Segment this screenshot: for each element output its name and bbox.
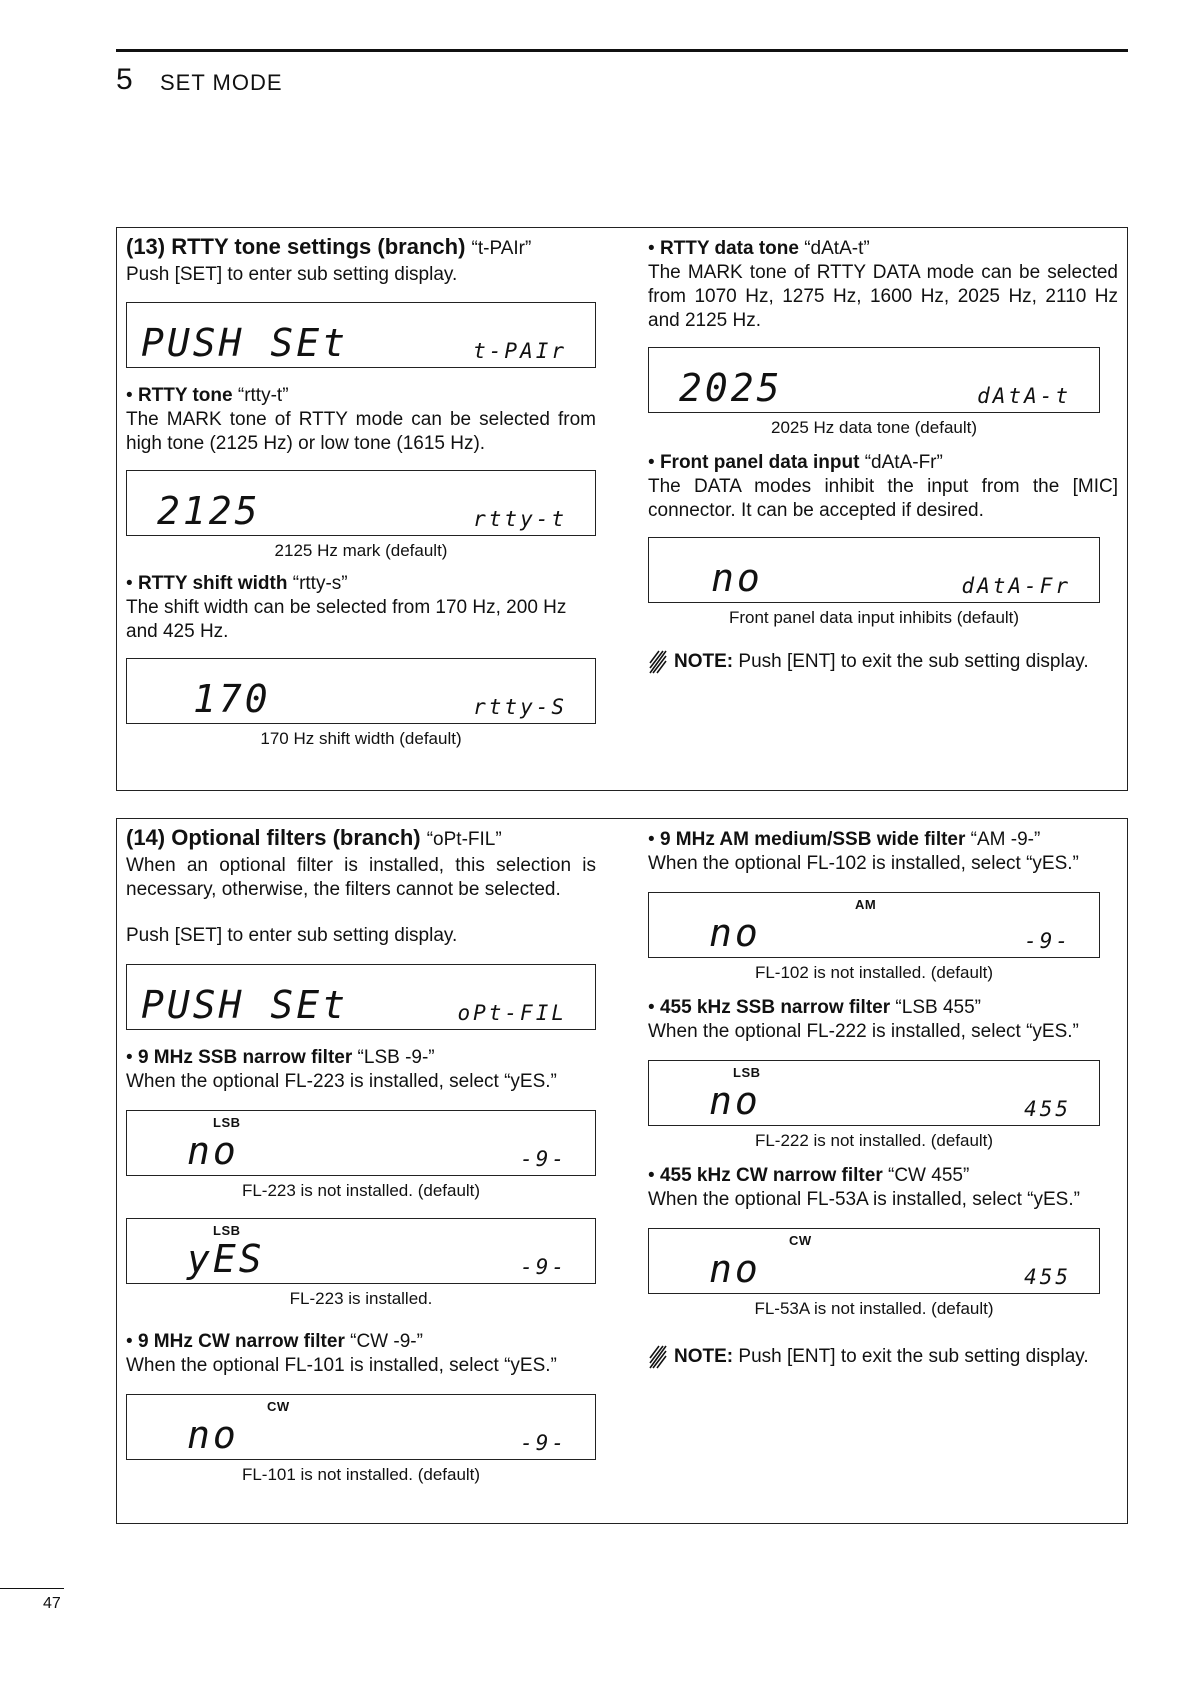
section14-intro: When an optional filter is installed, this selection is necessary, otherwise, the filters cannot be selected. bbox=[126, 855, 596, 900]
data-tone-caption: 2025 Hz data tone (default) bbox=[770, 418, 978, 437]
section13-right-column bbox=[648, 237, 1118, 675]
chapter-number: 5 bbox=[116, 63, 133, 96]
rtty-shift-text: The shift width can be selected from 170 Hz, 200 Hz and 425 Hz. bbox=[126, 597, 567, 642]
lcd-ssb-narrow-no bbox=[126, 1110, 596, 1176]
section13-intro: Push [SET] to enter sub setting display. bbox=[126, 264, 458, 285]
page-number-rule bbox=[0, 1588, 64, 1589]
cw-455-text: When the optional FL-53A is installed, select “yES.” bbox=[648, 1189, 1080, 1210]
lcd-sub-readout: dAtA-Fr bbox=[961, 574, 1071, 598]
ssb-narrow-text: When the optional FL-223 is installed, select “yES.” bbox=[126, 1071, 557, 1092]
ssb-narrow-caption1: FL-223 is not installed. (default) bbox=[241, 1181, 481, 1200]
ssb-narrow-caption2: FL-223 is installed. bbox=[289, 1289, 433, 1308]
section14-left-column bbox=[126, 824, 596, 1486]
lcd-ssb-455 bbox=[648, 1060, 1100, 1126]
cw-narrow-9-heading: • 9 MHz CW narrow filter “CW -9-” bbox=[126, 1331, 423, 1352]
lcd-cw-narrow-9 bbox=[126, 1394, 596, 1460]
lcd-main-readout: 170 bbox=[193, 677, 271, 721]
lcd-push-set-optfil bbox=[126, 964, 596, 1030]
lcd-main-readout: no bbox=[187, 1129, 239, 1173]
lcd-sub-readout: oPt-FIL bbox=[457, 1001, 567, 1025]
lcd-am-wide bbox=[648, 892, 1100, 958]
front-panel-heading: • Front panel data input “dAtA-Fr” bbox=[648, 452, 943, 473]
lcd-ssb-narrow-yes bbox=[126, 1218, 596, 1284]
lcd-sub-readout: -9- bbox=[520, 1431, 567, 1455]
lcd-sub-readout: rtty-t bbox=[473, 507, 567, 531]
lcd-sub-readout: -9- bbox=[520, 1147, 567, 1171]
rtty-shift-caption: 170 Hz shift width (default) bbox=[260, 729, 462, 748]
ssb-455-caption: FL-222 is not installed. (default) bbox=[754, 1131, 994, 1150]
cw-narrow-9-text: When the optional FL-101 is installed, select “yES.” bbox=[126, 1355, 557, 1376]
lcd-mode-indicator: CW bbox=[789, 1233, 812, 1248]
lcd-mode-indicator: LSB bbox=[733, 1065, 761, 1080]
front-panel-caption: Front panel data input inhibits (default) bbox=[728, 608, 1020, 627]
cw-455-heading: • 455 kHz CW narrow filter “CW 455” bbox=[648, 1165, 970, 1186]
lcd-main-readout: no bbox=[711, 556, 763, 600]
section14-title: (14) Optional filters (branch) “oPt-FIL” bbox=[126, 825, 502, 850]
lcd-rtty-tone bbox=[126, 470, 596, 536]
lcd-sub-readout: 455 bbox=[1024, 1265, 1071, 1289]
lcd-push-set-tpair bbox=[126, 302, 596, 368]
lcd-sub-readout: t-PAIr bbox=[473, 339, 567, 363]
cw-455-caption: FL-53A is not installed. (default) bbox=[754, 1299, 994, 1318]
note-icon bbox=[648, 649, 668, 675]
ssb-455-heading: • 455 kHz SSB narrow filter “LSB 455” bbox=[648, 997, 981, 1018]
lcd-sub-readout: -9- bbox=[520, 1255, 567, 1279]
header-rule bbox=[116, 49, 1128, 52]
rtty-tone-heading: • RTTY tone “rtty-t” bbox=[126, 385, 289, 406]
section14-note: NOTE: Push [ENT] to exit the sub setting display. bbox=[648, 1344, 1118, 1370]
rtty-shift-heading: • RTTY shift width “rtty-s” bbox=[126, 573, 348, 594]
am-wide-heading: • 9 MHz AM medium/SSB wide filter “AM -9-” bbox=[648, 829, 1041, 850]
lcd-rtty-shift bbox=[126, 658, 596, 724]
front-panel-text: The DATA modes inhibit the input from the [MIC] connector. It can be accepted if desired. bbox=[648, 476, 1118, 521]
lcd-mode-indicator: LSB bbox=[213, 1223, 241, 1238]
page-number: 47 bbox=[43, 1595, 61, 1612]
section13-left-column bbox=[126, 233, 596, 750]
ssb-455-text: When the optional FL-222 is installed, select “yES.” bbox=[648, 1021, 1079, 1042]
lcd-main-readout: 2125 bbox=[157, 489, 261, 533]
lcd-main-readout: PUSH SEt bbox=[141, 321, 349, 365]
lcd-front-panel bbox=[648, 537, 1100, 603]
data-tone-heading: • RTTY data tone “dAtA-t” bbox=[648, 238, 870, 259]
lcd-main-readout: no bbox=[709, 1247, 761, 1291]
rtty-tone-caption: 2125 Hz mark (default) bbox=[274, 541, 448, 560]
lcd-mode-indicator: AM bbox=[855, 897, 877, 912]
lcd-sub-readout: rtty-S bbox=[473, 695, 567, 719]
lcd-cw-455 bbox=[648, 1228, 1100, 1294]
section13-note: NOTE: Push [ENT] to exit the sub setting display. bbox=[648, 649, 1118, 675]
section14-right-column bbox=[648, 828, 1118, 1370]
am-wide-caption: FL-102 is not installed. (default) bbox=[754, 963, 994, 982]
lcd-main-readout: PUSH SEt bbox=[141, 983, 349, 1027]
lcd-main-readout: no bbox=[709, 911, 761, 955]
cw-narrow-9-caption: FL-101 is not installed. (default) bbox=[241, 1465, 481, 1484]
lcd-main-readout: 2025 bbox=[679, 366, 783, 410]
lcd-data-tone bbox=[648, 347, 1100, 413]
lcd-main-readout: no bbox=[709, 1079, 761, 1123]
section14-intro2: Push [SET] to enter sub setting display. bbox=[126, 925, 458, 946]
lcd-main-readout: no bbox=[187, 1413, 239, 1457]
rtty-tone-text: The MARK tone of RTTY mode can be selected from high tone (2125 Hz) or low tone (1615 Hz). bbox=[126, 409, 596, 454]
am-wide-text: When the optional FL-102 is installed, select “yES.” bbox=[648, 853, 1079, 874]
data-tone-text: The MARK tone of RTTY DATA mode can be selected from 1070 Hz, 1275 Hz, 1600 Hz, 2025 Hz, 2110 Hz and 2125 Hz. bbox=[648, 262, 1118, 331]
note-icon bbox=[648, 1344, 668, 1370]
lcd-sub-readout: -9- bbox=[1024, 929, 1071, 953]
lcd-sub-readout: 455 bbox=[1024, 1097, 1071, 1121]
lcd-main-readout: yES bbox=[187, 1237, 265, 1281]
section13-title: (13) RTTY tone settings (branch) “t-PAIr” bbox=[126, 234, 532, 259]
ssb-narrow-heading: • 9 MHz SSB narrow filter “LSB -9-” bbox=[126, 1047, 435, 1068]
lcd-mode-indicator: CW bbox=[267, 1399, 290, 1414]
lcd-sub-readout: dAtA-t bbox=[977, 384, 1071, 408]
chapter-title: SET MODE bbox=[160, 70, 283, 95]
lcd-mode-indicator: LSB bbox=[213, 1115, 241, 1130]
